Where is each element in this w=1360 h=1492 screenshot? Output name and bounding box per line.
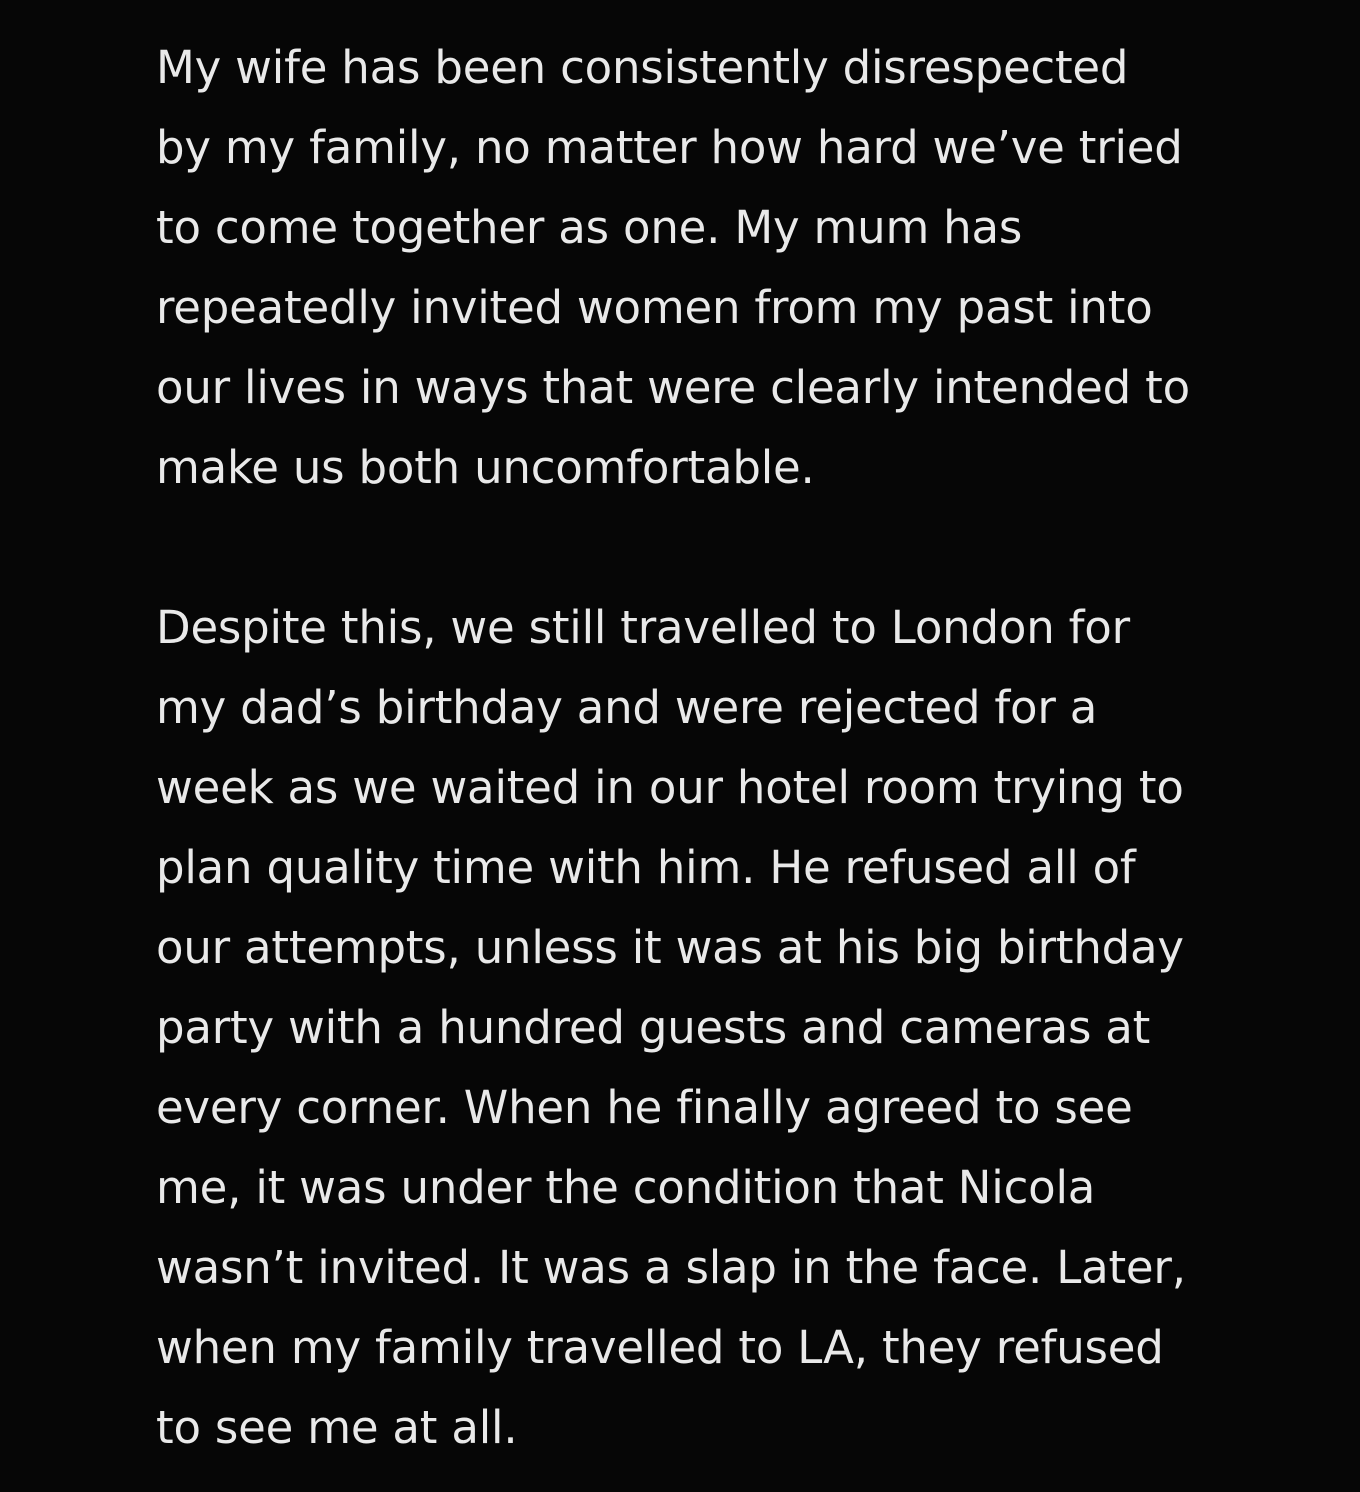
statement-body <box>156 28 1205 1468</box>
statement-paragraph-1: My wife has been consistently disrespected by my family, no matter how hard we’ve tried to come together as one. My mum has repeatedly invited women from my past into our lives in ways that were clearly intended to make us both uncomfortable. <box>156 41 1205 494</box>
paragraph-separator <box>156 508 1192 588</box>
statement-paragraph-2: Despite this, we still travelled to London for my dad’s birthday and were rejected for a week as we waited in our hotel room trying to plan quality time with him. He refused all of our attempts, unless it was at his big birthday party with a hundred guests and cameras at every corner. When he finally agreed to see me, it was under the condition that Nicola wasn’t invited. It was a slap in the face. Later, when my family travelled to LA, they refused to see me at all. <box>156 601 1200 1454</box>
